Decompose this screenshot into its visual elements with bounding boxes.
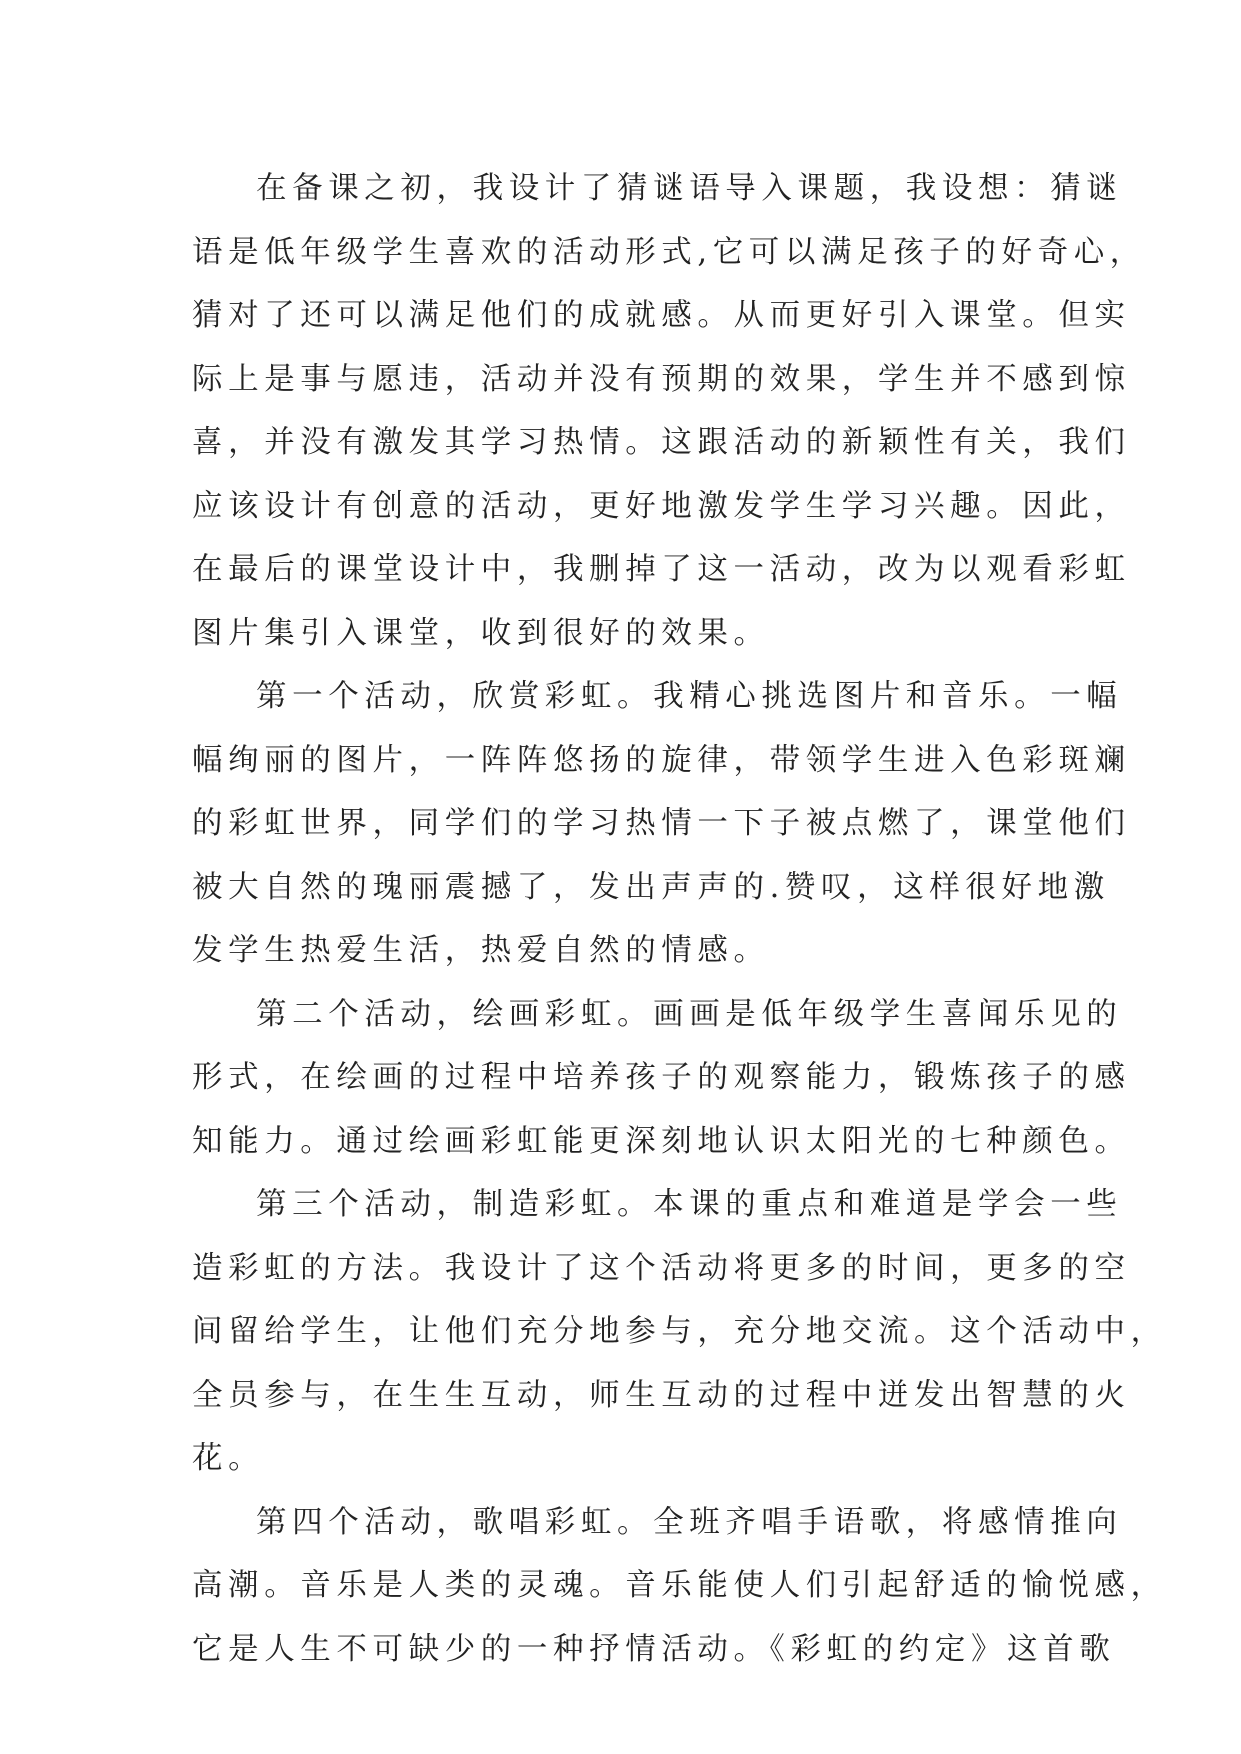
paragraph-line: 在备课之初，我设计了猜谜语导入课题，我设想：猜谜	[256, 171, 1123, 206]
paragraph-line: 全员参与，在生生互动，师生互动的过程中迸发出智慧的火	[192, 1377, 1131, 1413]
paragraph-line: 间留给学生，让他们充分地参与，充分地交流。这个活动中，	[192, 1314, 1167, 1349]
paragraph-line: 际上是事与愿违，活动并没有预期的效果，学生并不感到惊	[192, 361, 1131, 397]
paragraph-line: 猜对了还可以满足他们的成就感。从而更好引入课堂。但实	[192, 298, 1131, 333]
paragraph-line: 它是人生不可缺少的一种抒情活动。《彩虹的约定》这首歌	[192, 1631, 1116, 1667]
paragraph-line: 第四个活动，歌唱彩虹。全班齐唱手语歌，将感情推向	[256, 1504, 1123, 1540]
paragraph-line: 幅绚丽的图片，一阵阵悠扬的旋律，带领学生进入色彩斑斓	[192, 742, 1131, 778]
paragraph-line: 花。	[192, 1441, 265, 1476]
paragraph-line: 造彩虹的方法。我设计了这个活动将更多的时间，更多的空	[192, 1250, 1131, 1286]
paragraph-line: 语是低年级学生喜欢的活动形式,它可以满足孩子的好奇心，	[192, 234, 1146, 270]
paragraph-line: 在最后的课堂设计中，我删掉了这一活动，改为以观看彩虹	[192, 552, 1131, 587]
paragraph-line: 发学生热爱生活，热爱自然的情感。	[192, 933, 770, 968]
paragraph-line: 第二个活动，绘画彩虹。画画是低年级学生喜闻乐见的	[256, 996, 1123, 1032]
paragraph-line: 高潮。音乐是人类的灵魂。音乐能使人们引起舒适的愉悦感，	[192, 1568, 1167, 1603]
paragraph-line: 应该设计有创意的活动，更好地激发学生学习兴趣。因此，	[192, 488, 1131, 524]
paragraph-line: 的彩虹世界，同学们的学习热情一下子被点燃了，课堂他们	[192, 806, 1131, 841]
paragraph-line: 第一个活动，欣赏彩虹。我精心挑选图片和音乐。一幅	[256, 679, 1123, 714]
paragraph-line: 第三个活动，制造彩虹。本课的重点和难道是学会一些	[256, 1187, 1123, 1222]
paragraph-line: 被大自然的瑰丽震撼了，发出声声的.赞叹，这样很好地激	[192, 869, 1110, 905]
paragraph-line: 形式，在绘画的过程中培养孩子的观察能力，锻炼孩子的感	[192, 1060, 1131, 1095]
paragraph-line: 喜，并没有激发其学习热情。这跟活动的新颖性有关，我们	[192, 425, 1131, 460]
body-text	[192, 157, 1167, 1681]
paragraph-line: 图片集引入课堂，收到很好的效果。	[192, 615, 770, 651]
paragraph-line: 知能力。通过绘画彩虹能更深刻地认识太阳光的七种颜色。	[192, 1123, 1131, 1159]
